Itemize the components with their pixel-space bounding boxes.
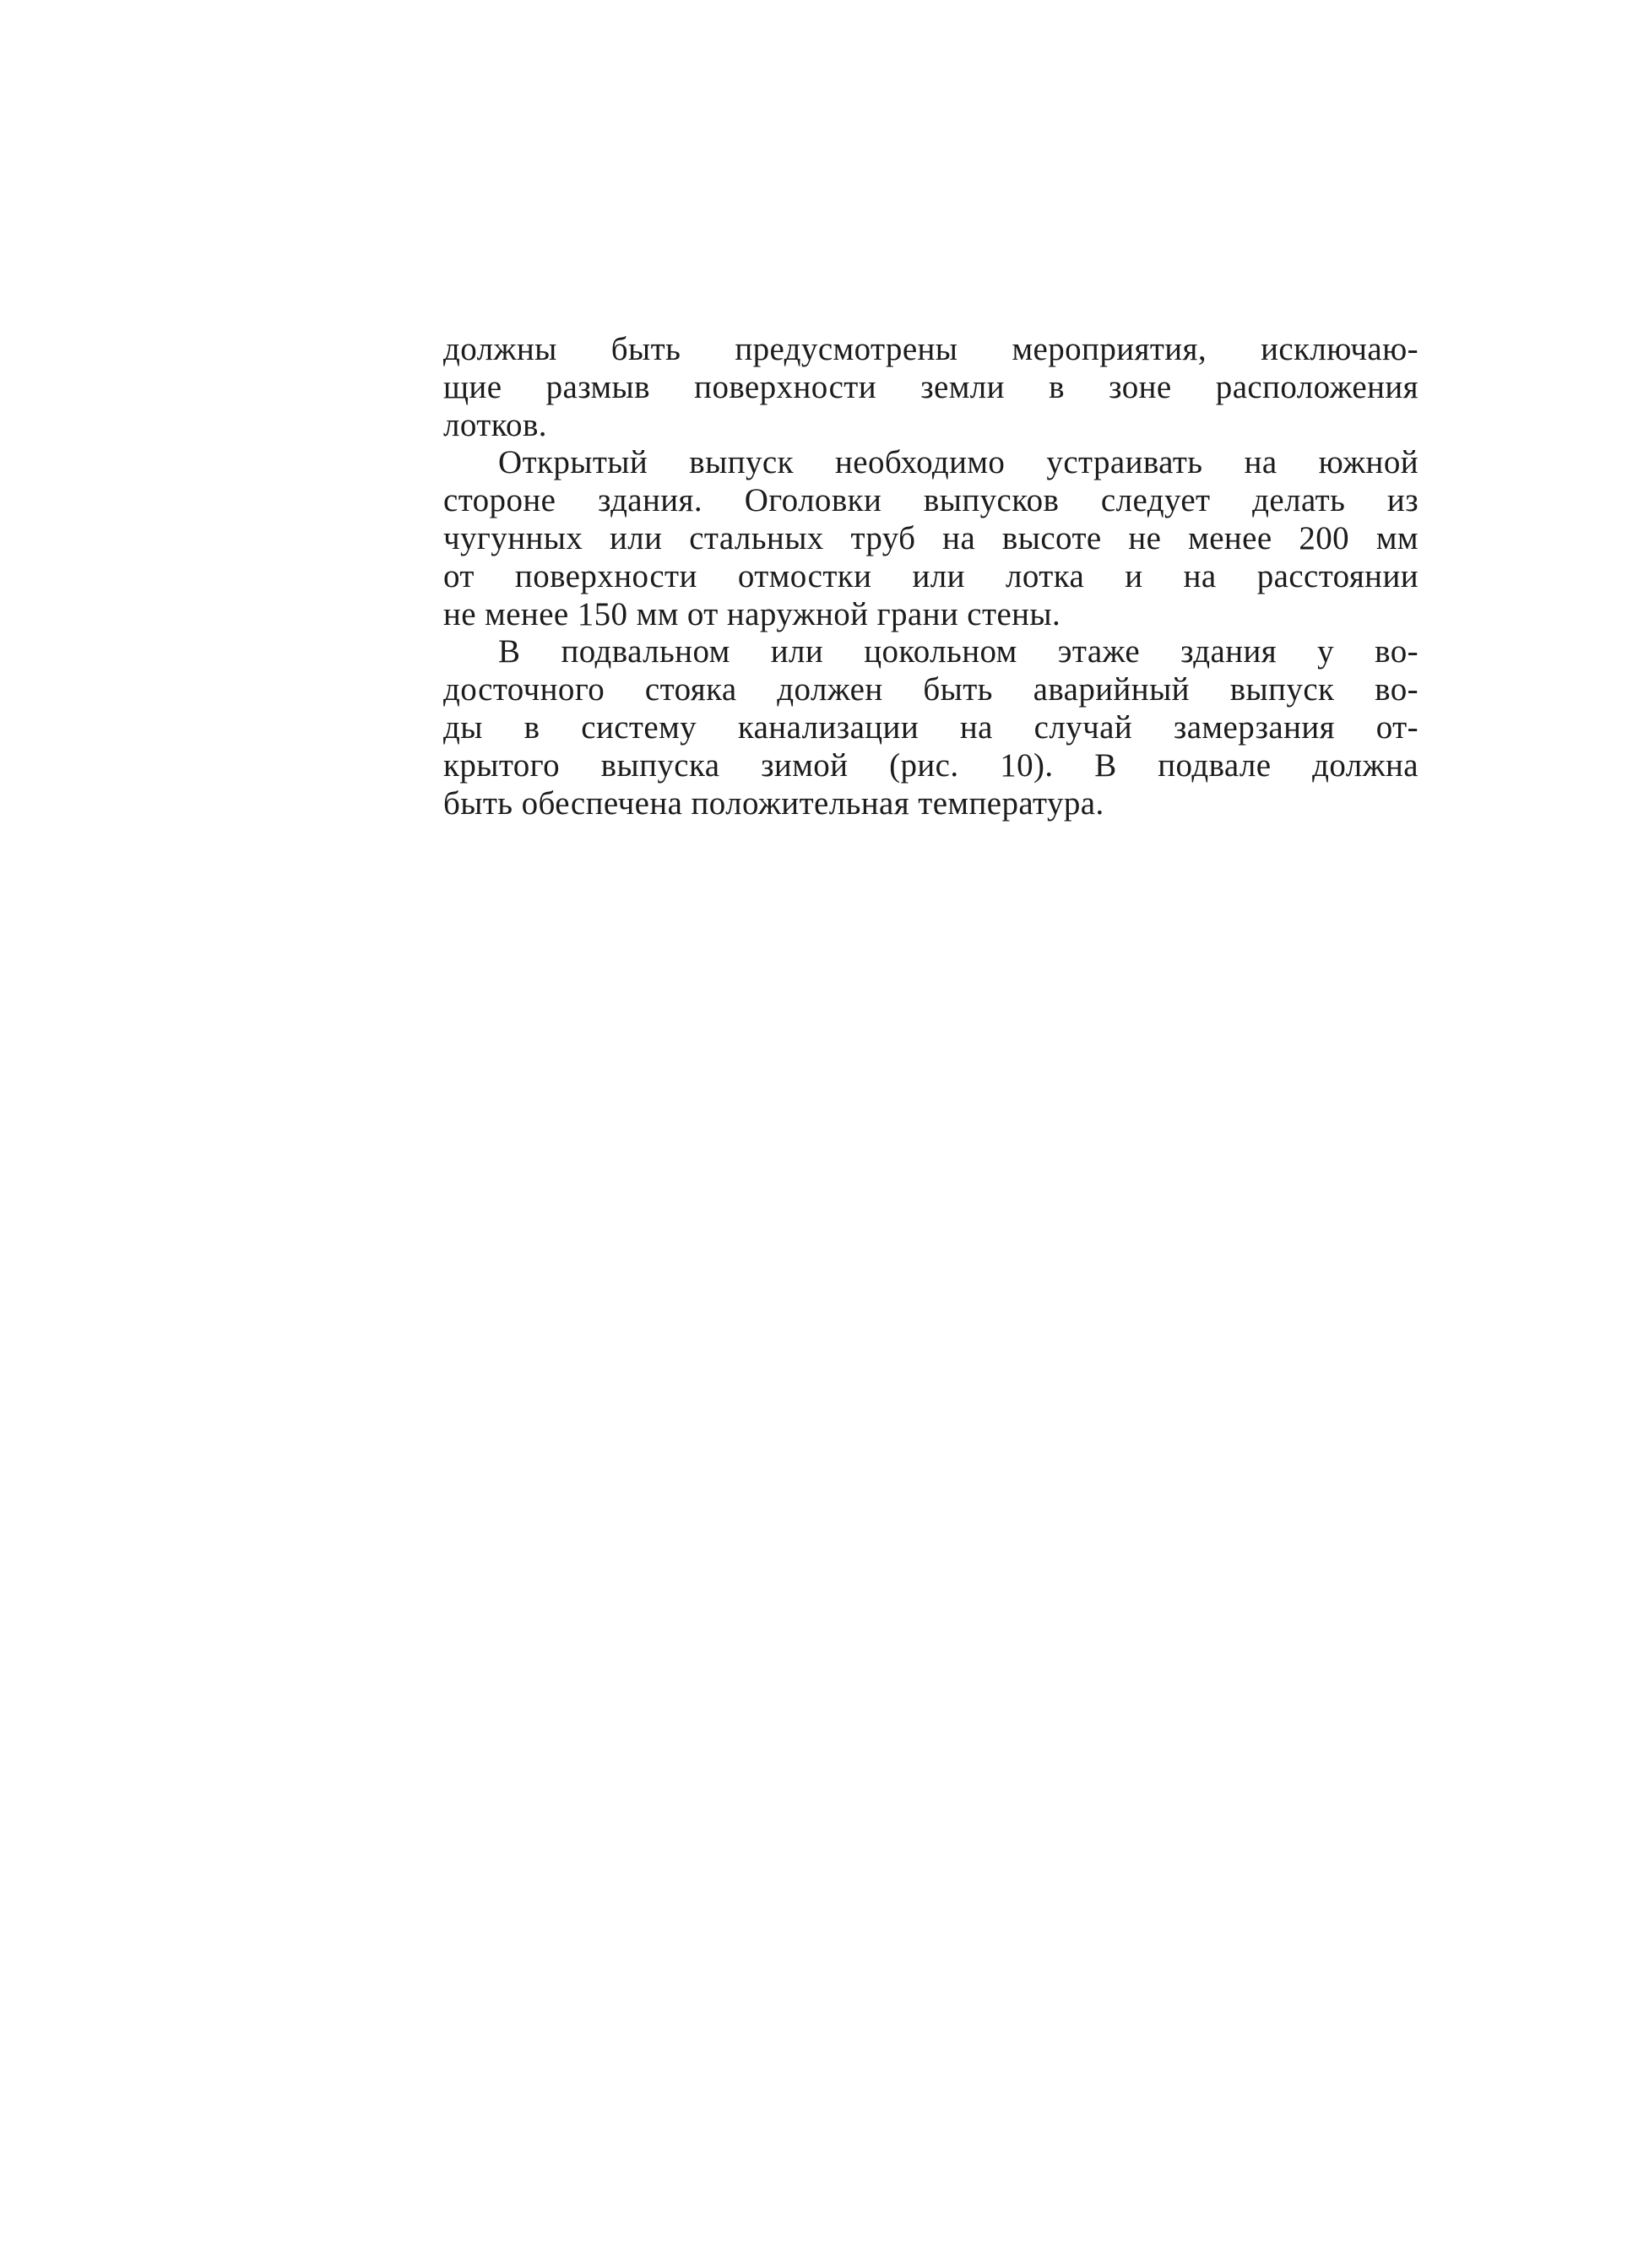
text-line: крытого выпуска зимой (рис. 10). В подвале должна (443, 746, 1418, 784)
text-line: не менее 150 мм от наружной грани стены. (443, 595, 1061, 632)
text-line: щие размыв поверхности земли в зоне расположения (443, 368, 1418, 405)
paragraph-2 (443, 444, 1418, 633)
text-line: должны быть предусмотрены мероприятия, исключаю- (443, 331, 1418, 367)
text-line: досточного стояка должен быть аварийный выпуск во- (443, 671, 1418, 708)
text-line: быть обеспечена положительная температура. (443, 784, 1104, 822)
body-text (443, 331, 1418, 822)
paragraph-1 (443, 331, 1418, 444)
text-line: лотков. (443, 406, 547, 443)
text-line: ды в систему канализации на случай замерзания от- (443, 708, 1418, 746)
text-line: стороне здания. Оголовки выпусков следует делать из (443, 482, 1418, 519)
text-line: чугунных или стальных труб на высоте не менее 200 мм (443, 519, 1418, 556)
text-line: В подвальном или цокольном этаже здания у во- (498, 633, 1418, 670)
text-line: от поверхности отмостки или лотка и на расстоянии (443, 557, 1418, 594)
paragraph-3 (443, 633, 1418, 822)
text-line: Открытый выпуск необходимо устраивать на южной (498, 444, 1418, 481)
